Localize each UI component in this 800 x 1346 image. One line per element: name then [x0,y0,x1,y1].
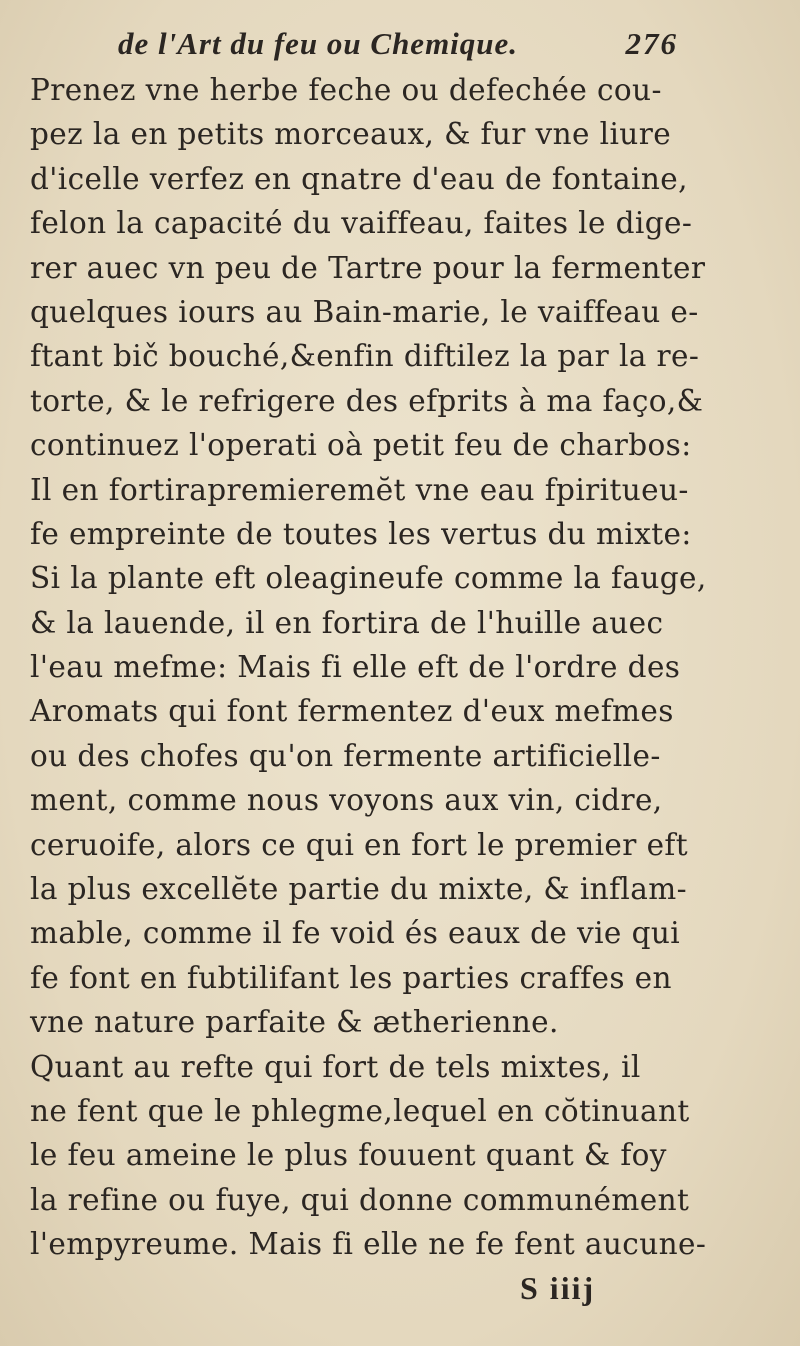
text-line: vne nature parfaite & ætherienne. [30,1005,559,1040]
text-line: l'eau mefme: Mais fi elle eft de l'ordre des [30,650,681,685]
text-line: ne fent que le phlegme,lequel en cŏtinuant [30,1093,690,1128]
text-line: ftant bič bouché,&enfin diftilez la par la re- [30,339,700,374]
page-number: 276 [625,26,678,61]
body-text [30,68,770,1267]
text-line: la plus excellĕte partie du mixte, & inflam- [30,872,687,907]
text-line: Quant au refte qui fort de tels mixtes, il [30,1049,641,1084]
text-line: quelques iours au Bain-marie, le vaiffeau e- [30,294,699,329]
text-line: torte, & le refrigere des efprits à ma faço,& [30,383,704,418]
page-header [118,12,678,62]
text-line: Si la plante eft oleagineufe comme la fauge, [30,561,707,596]
text-line: Il en fortirapremieremĕt vne eau fpiritueu- [30,472,689,507]
text-line: la refine ou fuye, qui donne communément [30,1182,690,1217]
text-line: le feu ameine le plus fouuent quant & foy [30,1138,667,1173]
text-line: continuez l'operati oà petit feu de charbos: [30,428,692,463]
text-line: fe empreinte de toutes les vertus du mixte: [30,516,692,551]
text-line: mable, comme il fe void és eaux de vie qui [30,916,681,951]
text-line: rer auec vn peu de Tartre pour la fermenter [30,250,706,285]
text-line: d'icelle verfez en qnatre d'eau de fontaine, [30,161,688,196]
text-line: Prenez vne herbe feche ou defechée cou- [30,73,662,107]
text-line: pez la en petits morceaux, & fur vne liure [30,117,672,152]
text-line: ou des chofes qu'on fermente artificielle- [30,738,661,773]
running-title: de l'Art du feu ou Chemique. [118,26,519,61]
text-line: ment, comme nous voyons aux vin, cidre, [30,783,663,818]
text-line: l'empyreume. Mais fi elle ne fe fent aucune- [30,1227,707,1262]
text-line: Aromats qui font fermentez d'eux mefmes [30,694,674,729]
text-line: ceruoife, alors ce qui en fort le premier eft [30,827,688,862]
signature-mark: S iiij [520,1270,596,1306]
text-line: felon la capacité du vaiffeau, faites le dige- [30,206,693,241]
text-line: & la lauende, il en fortira de l'huille auec [30,605,664,640]
text-line: fe font en fubtilifant les parties craffes en [30,960,672,995]
